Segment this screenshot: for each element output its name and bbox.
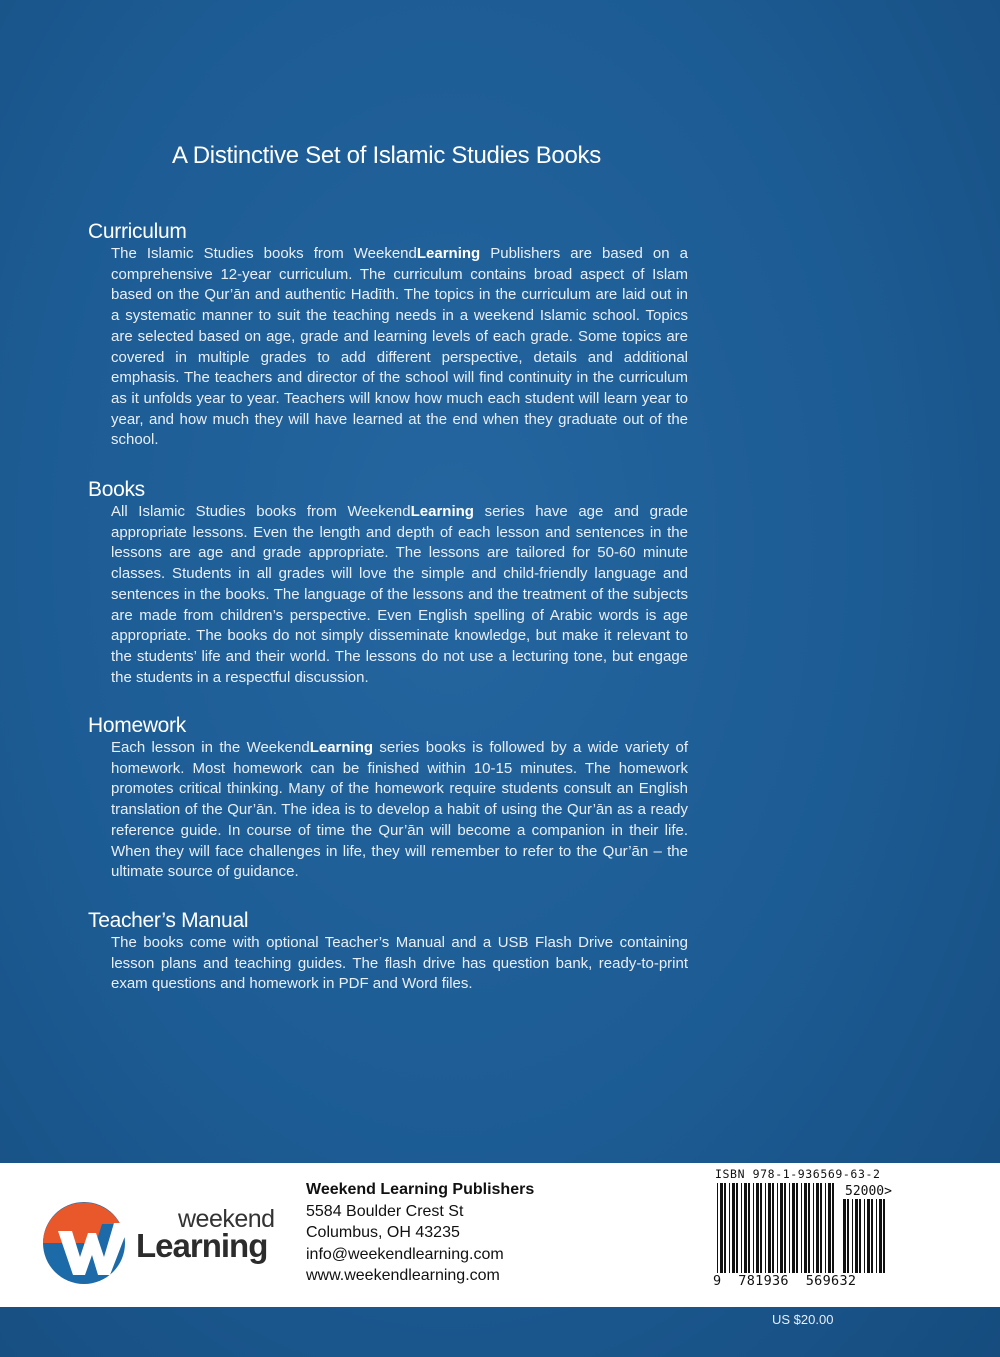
barcode-bar (753, 1183, 754, 1273)
logo-word-weekend: weekend (178, 1205, 275, 1233)
section-body (111, 738, 688, 883)
section-heading: Books (88, 478, 145, 501)
cover-title: A Distinctive Set of Islamic Studies Books (172, 142, 601, 169)
barcode-bar (724, 1183, 726, 1273)
w-logo-icon (42, 1199, 138, 1285)
barcode-bar (828, 1183, 831, 1273)
barcode-bar (736, 1183, 738, 1273)
barcode-bar (879, 1199, 882, 1273)
publisher-footer (0, 1163, 1000, 1307)
barcode-bar (748, 1183, 750, 1273)
barcode-bar (847, 1199, 849, 1273)
barcode-bar (808, 1183, 810, 1273)
publisher-city: Columbus, OH 43235 (306, 1224, 460, 1241)
barcode-bar (744, 1183, 747, 1273)
section-body: The books come with optional Teacher’s Manual and a USB Flash Drive containing lesson plans and teaching guides. The flash drive has question bank, ready-to-print exam questions and homework in PDF and Word files. (111, 934, 688, 993)
barcode-bar (772, 1183, 774, 1273)
barcode-bar (852, 1199, 853, 1273)
section-books (88, 478, 688, 688)
logo-word-learning: Learning (136, 1227, 268, 1264)
barcode-bar (765, 1183, 766, 1273)
body-text: series books is followed by a wide variety of homework. Most homework can be finished within 10-15 minutes. The homework promotes critical thinking. Many of the homework require students consult an English translation of the Qur’ān. The idea is to develop a habit of using the Qur’ān as a ready reference guide. In course of time the Qur’ān will become a companion in their life. When they will face challenges in life, they will remember to refer to the Qur’ān – the ultimate source of guidance. (111, 739, 689, 881)
barcode-bar (843, 1199, 846, 1273)
barcode-bar (813, 1183, 814, 1273)
body-text: Publishers are based on a comprehensive 12-year curriculum. The curriculum contains broad aspect of Islam based on the Qur’ān and authentic Hadīth. The topics in the curriculum are laid out in a systematic manner to suit the teaching needs in a weekend Islamic school. Topics are selected based on age, grade and learning levels of each grade. Some topics are covered in multiple grades to add different perspective, details and additional emphasis. The teachers and director of the school will find continuity in the curriculum as it unfolds year to year. Teachers will know how much each student will learn year to year, and how much they will have learned at the end when they graduate out of the school. (111, 245, 688, 449)
barcode-digits (713, 1273, 856, 1289)
brand-suffix: Learning (410, 503, 474, 520)
section-heading: Curriculum (88, 220, 187, 243)
barcode-bar (760, 1183, 762, 1273)
brand-prefix: Weekend (246, 739, 310, 756)
publisher-logo (42, 1205, 282, 1285)
barcode-bar (816, 1183, 819, 1273)
barcode-bar (789, 1183, 790, 1273)
body-text: series have age and grade appropriate lessons. Even the length and depth of each lesson and sentences in the lessons are age and grade appropriate. The lessons are tailored for 50-60 minute classes. Students in all grades will love the simple and child-friendly language and sentences in the books. The language of the lessons and the treatment of the subjects are made from children’s perspective. Even English spelling of Arabic words is age appropriate. The books do not simply disseminate knowledge, but make it relevant to the students’ life and their world. The lessons do not use a lecturing tone, but engage the students in a respectful discussion. (111, 503, 688, 686)
barcode-bar (784, 1183, 786, 1273)
barcode-bar (871, 1199, 873, 1273)
publisher-street: 5584 Boulder Crest St (306, 1202, 464, 1220)
barcode-bar (801, 1183, 802, 1273)
retail-price: US $20.00 (772, 1312, 834, 1327)
barcode-left-digits: 781936 (738, 1273, 789, 1289)
section-heading: Homework (88, 714, 186, 737)
barcode-bar (876, 1199, 877, 1273)
isbn-barcode (713, 1167, 973, 1297)
section-homework (88, 714, 688, 883)
barcode-bar (855, 1199, 858, 1273)
brand-name (348, 503, 474, 520)
barcode-bar (720, 1183, 723, 1273)
barcode-bar (768, 1183, 771, 1273)
brand-suffix: Learning (416, 245, 481, 262)
isbn-number: ISBN 978-1-936569-63-2 (715, 1167, 881, 1181)
barcode-bar (864, 1199, 865, 1273)
barcode-bar (729, 1183, 730, 1273)
body-text: Each lesson in the (111, 739, 247, 756)
publisher-address (306, 1179, 534, 1287)
barcode-bar (792, 1183, 795, 1273)
brand-name (354, 245, 480, 262)
barcode-bar (825, 1183, 826, 1273)
barcode-bar (804, 1183, 807, 1273)
price-code: 52000> (845, 1184, 892, 1199)
body-text: All Islamic Studies books from (111, 503, 348, 520)
barcode-bar (883, 1199, 885, 1273)
brand-prefix: Weekend (353, 245, 417, 262)
barcode-bar (796, 1183, 798, 1273)
barcode-bar (717, 1183, 718, 1273)
barcode-lead-digit: 9 (713, 1273, 722, 1289)
brand-prefix: Weekend (347, 503, 411, 520)
section-body (111, 244, 688, 451)
section-body (111, 502, 688, 688)
barcode-bar (777, 1183, 778, 1273)
barcode-bar (741, 1183, 742, 1273)
barcode-bar (867, 1199, 870, 1273)
publisher-website: www.weekendlearning.com (306, 1267, 500, 1284)
barcode-right-digits: 569632 (805, 1273, 857, 1289)
barcode-bar (732, 1183, 735, 1273)
barcode-bar (859, 1199, 861, 1273)
body-text: The Islamic Studies books from (111, 245, 354, 262)
publisher-name: Weekend Learning Publishers (306, 1181, 535, 1198)
barcode-bar (780, 1183, 783, 1273)
barcode-bar (832, 1183, 834, 1273)
barcode-bar (756, 1183, 759, 1273)
section-curriculum (88, 220, 688, 451)
publisher-email: info@weekendlearning.com (306, 1245, 504, 1263)
brand-suffix: Learning (309, 739, 374, 756)
section-heading: Teacher’s Manual (88, 909, 249, 932)
barcode-bar (820, 1183, 822, 1273)
brand-name (247, 739, 373, 756)
section-teachers-manual (88, 909, 688, 995)
